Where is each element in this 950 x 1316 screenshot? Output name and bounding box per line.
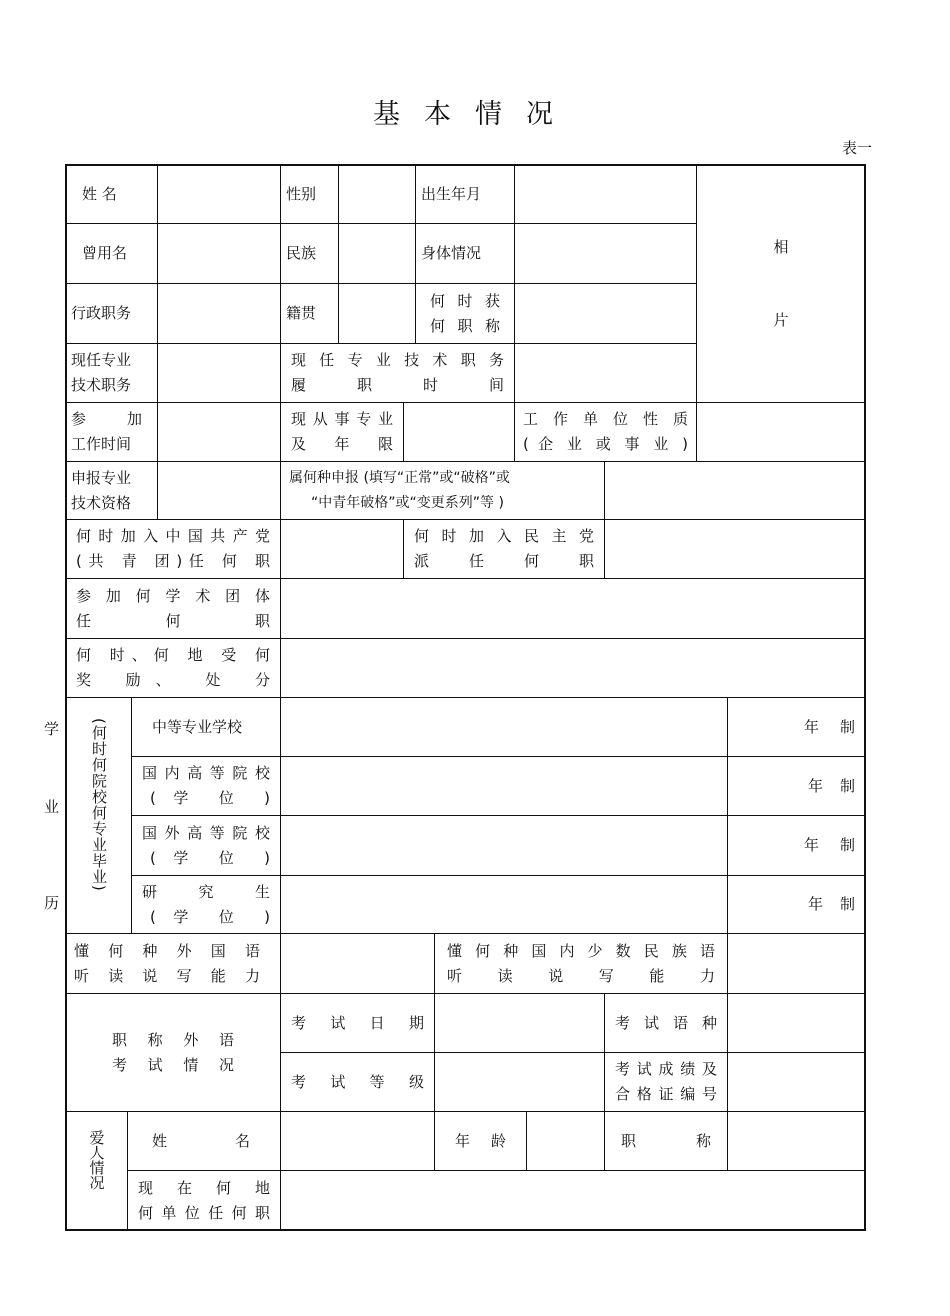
field-academic-group[interactable] [280,578,866,639]
label-secondary-school: 中等专业学校 [131,697,281,757]
field-engage-years[interactable] [403,402,515,462]
field-ethnic[interactable] [338,223,416,284]
page-title: 基本情况 [373,99,577,130]
label-secondary-years: 年 制 [727,697,866,757]
table-number: 表一 [842,139,873,157]
label-ethnic: 民族 [280,223,339,284]
field-spouse-age[interactable] [526,1111,605,1171]
field-foreign-college[interactable] [280,815,728,876]
label-current-tech-post: 现任专业 技术职务 [65,343,158,403]
field-democratic-party[interactable] [604,519,866,579]
photo-label-1: 相 [773,238,789,256]
field-exam-score[interactable] [727,1052,866,1112]
label-cpc: 何 时 加 入 中 国 共 产 党 (共 青 团)任 何 职 [65,519,281,579]
field-name[interactable] [157,164,281,224]
field-domestic-college[interactable] [280,756,728,816]
label-minority-language: 懂 何 种 国 内 少 数 民 族 语 听 读 说 写 能 力 [434,933,728,994]
field-native[interactable] [338,283,416,344]
label-foreign-language: 懂 何 种 外 国 语 听 读 说 写 能 力 [65,933,281,994]
field-tech-term[interactable] [514,343,697,403]
side-label-mid: 业 [44,798,60,816]
label-apply-qualification: 申报专业 技术资格 [65,461,158,520]
field-exam-language[interactable] [727,993,866,1053]
label-domestic-years: 年 制 [727,756,866,816]
label-exam-score: 考 试 成 绩 及 合 格 证 编 号 [604,1052,728,1112]
field-spouse-workplace[interactable] [280,1170,866,1231]
side-label-bottom: 历 [44,894,60,912]
field-exam-level[interactable] [434,1052,605,1112]
field-former-name[interactable] [157,223,281,284]
label-spouse-age: 年 龄 [434,1111,527,1171]
field-health[interactable] [514,223,697,284]
field-cpc[interactable] [280,519,404,579]
label-academic-group: 参 加 何 学 术 团 体 任 何 职 [65,578,281,639]
label-engage-years: 现 从 事 专 业 及 年 限 [280,402,404,462]
field-apply-qualification[interactable] [157,461,281,520]
label-title-time: 何 时 获 何 职 称 [415,283,515,344]
field-birth[interactable] [514,164,697,224]
field-foreign-language[interactable] [280,933,435,994]
field-spouse-name[interactable] [280,1111,435,1171]
photo-box[interactable] [696,164,866,403]
label-democratic-party: 何 时 加 入 民 主 党 派 任 何 职 [403,519,605,579]
label-spouse-workplace: 现 在 何 地 何 单 位 任 何 职 [127,1170,281,1231]
field-graduate[interactable] [280,875,728,934]
label-native: 籍贯 [280,283,339,344]
label-former-name: 曾用名 [65,223,158,284]
label-admin-post: 行政职务 [65,283,158,344]
label-spouse-title: 职 称 [604,1111,728,1171]
label-apply-kind: 属何种申报 (填写“正常”或“破格”或 “中青年破格”或“变更系列”等 ) [280,461,605,520]
label-foreign-years: 年 制 [727,815,866,876]
label-tech-term: 现 任 专 业 技 术 职 务 履 职 时 间 [280,343,515,403]
label-awards: 何 时、何 地 受 何 奖 励、 处 分 [65,638,281,698]
label-foreign-college: 国 外 高 等 院 校 ( 学 位 ) [131,815,281,876]
label-exam-language: 考 试 语 种 [604,993,728,1053]
label-gender: 性别 [280,164,339,224]
field-current-tech-post[interactable] [157,343,281,403]
field-unit-nature[interactable] [696,402,866,462]
field-join-work[interactable] [157,402,281,462]
label-education-vertical: (何时何院校何专业毕业) [65,697,132,934]
label-graduate: 研 究 生 ( 学 位 ) [131,875,281,934]
label-unit-nature: 工 作 单 位 性 质 ( 企 业 或 事 业 ) [514,402,697,462]
label-title-language-exam: 职 称 外 语 考 试 情 况 [65,993,281,1112]
label-health: 身体情况 [415,223,515,284]
label-graduate-years: 年 制 [727,875,866,934]
field-title-time[interactable] [514,283,697,344]
side-label-top: 学 [44,720,60,738]
field-admin-post[interactable] [157,283,281,344]
photo-label-2: 片 [773,311,789,329]
label-name: 姓 名 [65,164,158,224]
field-minority-language[interactable] [727,933,866,994]
label-domestic-college: 国 内 高 等 院 校 ( 学 位 ) [131,756,281,816]
label-birth: 出生年月 [415,164,515,224]
label-spouse: 爱人情况 [65,1111,128,1231]
label-join-work: 参 加 工作时间 [65,402,158,462]
field-spouse-title[interactable] [727,1111,866,1171]
field-secondary-school[interactable] [280,697,728,757]
label-exam-date: 考 试 日 期 [280,993,435,1053]
field-apply-kind[interactable] [604,461,866,520]
label-exam-level: 考 试 等 级 [280,1052,435,1112]
field-gender[interactable] [338,164,416,224]
label-spouse-name: 姓 名 [127,1111,281,1171]
field-exam-date[interactable] [434,993,605,1053]
field-awards[interactable] [280,638,866,698]
